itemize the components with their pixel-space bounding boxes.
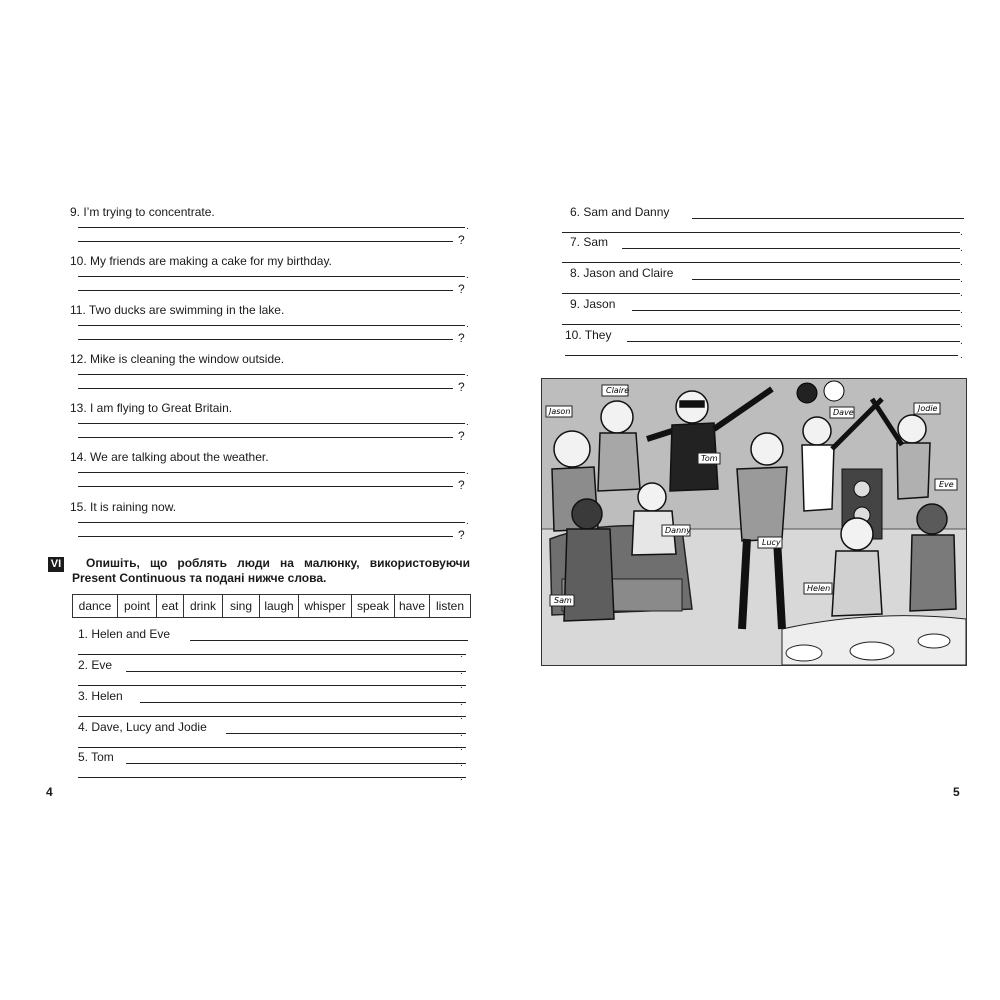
answer-line[interactable] <box>78 374 465 375</box>
answer-prompt: 7. Sam <box>570 235 609 249</box>
answer-line[interactable] <box>78 241 453 242</box>
answer-line[interactable] <box>565 355 958 356</box>
word-cell: laugh <box>260 595 299 617</box>
name-tag-jason: Jason <box>549 407 571 416</box>
page-number: 5 <box>953 785 960 799</box>
word-cell: listen <box>435 599 464 613</box>
answer-line[interactable] <box>562 324 960 325</box>
section-number-badge: VI <box>48 557 64 572</box>
answer-line[interactable] <box>126 671 466 672</box>
answer-line[interactable] <box>78 325 465 326</box>
word-cell: whisper <box>299 595 352 617</box>
word-cell: have <box>395 595 430 617</box>
answer-line[interactable] <box>562 232 960 233</box>
question-mark: ? <box>458 233 465 247</box>
answer-prompt: 1. Helen and Eve <box>78 627 171 641</box>
name-tag-dave: Dave <box>833 408 854 417</box>
question-text: 9. I’m trying to concentrate. <box>70 205 215 219</box>
answer-line[interactable] <box>140 702 466 703</box>
question-mark: ? <box>458 478 465 492</box>
answer-prompt: 2. Eve <box>78 658 113 672</box>
name-tag-danny: Danny <box>665 526 691 535</box>
question-text: 11. Two ducks are swimming in the lake. <box>70 303 285 317</box>
page-number: 4 <box>46 785 53 799</box>
question-text: 13. I am flying to Great Britain. <box>70 401 233 415</box>
answer-line[interactable] <box>78 437 453 438</box>
answer-line[interactable] <box>78 685 466 686</box>
question-text: 12. Mike is cleaning the window outside. <box>70 352 285 366</box>
answer-line[interactable] <box>226 733 466 734</box>
answer-prompt: 3. Helen <box>78 689 123 703</box>
party-illustration <box>541 378 967 666</box>
left-page: 9. I’m trying to concentrate. . ? 10. My friends are making a cake for my birthday. . ? 11. Two ducks are swimming in the lake. . ? 12. Mike is cleaning the window outside. . ? 13. I am flying to Great Britain. . ? 14. We are talking about the weather. . ? 15. It is raining now. . ? VI Опишіть, що роблять люди на малюнку, використовуючи Present Continuous та подані нижче слова. dance point eat drink sing laugh whisper speak have listen 1. Helen and Eve . 2. Eve . . 3. Helen . . 4. Dave, Lucy and Jodie . . 5. Tom . . 4 <box>46 205 470 799</box>
name-tag-tom: Tom <box>701 454 718 463</box>
answer-line[interactable] <box>622 248 960 249</box>
answer-line[interactable] <box>78 290 453 291</box>
answer-prompt: 9. Jason <box>570 297 616 311</box>
answer-line[interactable] <box>78 654 466 655</box>
name-tag-claire: Claire <box>606 386 630 395</box>
answer-line[interactable] <box>78 716 466 717</box>
answer-line[interactable] <box>692 218 964 219</box>
name-tag-eve: Eve <box>939 480 954 489</box>
section-instruction: Опишіть, що роблять люди на малюнку, використовуючи <box>86 556 470 570</box>
section-instruction-continued: Present Continuous та подані нижче слова. <box>72 571 327 585</box>
word-cell: drink <box>184 595 223 617</box>
word-box <box>72 594 471 618</box>
answer-line[interactable] <box>190 640 468 641</box>
answer-line[interactable] <box>78 777 466 778</box>
name-tag-sam: Sam <box>554 596 572 605</box>
question-mark: ? <box>458 380 465 394</box>
name-tag-lucy: Lucy <box>762 538 781 547</box>
answer-line[interactable] <box>562 293 960 294</box>
question-mark: ? <box>458 429 465 443</box>
answer-prompt: 4. Dave, Lucy and Jodie <box>78 720 207 734</box>
answer-line[interactable] <box>78 388 453 389</box>
name-tag-jodie: Jodie <box>918 404 938 413</box>
question-mark: ? <box>458 331 465 345</box>
answer-prompt: 6. Sam and Danny <box>570 205 670 219</box>
question-mark: ? <box>458 528 465 542</box>
word-cell: dance <box>73 595 118 617</box>
answer-line[interactable] <box>632 310 960 311</box>
word-cell: eat <box>157 595 184 617</box>
answer-line[interactable] <box>126 763 466 764</box>
answer-line[interactable] <box>78 339 453 340</box>
answer-prompt: 5. Tom <box>78 750 114 764</box>
answer-prompt: 10. They <box>565 328 612 342</box>
word-cell: point <box>118 595 157 617</box>
word-cell: speak <box>352 595 395 617</box>
answer-line[interactable] <box>78 747 466 748</box>
question-text: 14. We are talking about the weather. <box>70 450 269 464</box>
answer-line[interactable] <box>562 262 960 263</box>
right-page: 6. Sam and Danny . 7. Sam . . 8. Jason and Claire . . 9. Jason . . 10. They . . Claire Jason Dave Jodie Tom Eve Danny Lucy Sam Helen 5 <box>500 0 1000 1000</box>
answer-prompt: 8. Jason and Claire <box>570 266 674 280</box>
question-mark: ? <box>458 282 465 296</box>
question-text: 15. It is raining now. <box>70 500 177 514</box>
party-scene <box>542 379 966 665</box>
word-cell: sing <box>223 595 260 617</box>
answer-line[interactable] <box>78 536 453 537</box>
answer-line[interactable] <box>78 522 465 523</box>
answer-line[interactable] <box>627 341 960 342</box>
name-tag-helen: Helen <box>807 584 831 593</box>
answer-line[interactable] <box>78 276 465 277</box>
question-text: 10. My friends are making a cake for my birthday. <box>70 254 332 268</box>
answer-line[interactable] <box>78 486 453 487</box>
answer-line[interactable] <box>78 472 465 473</box>
answer-line[interactable] <box>78 423 465 424</box>
answer-line[interactable] <box>692 279 960 280</box>
answer-line[interactable] <box>78 227 465 228</box>
